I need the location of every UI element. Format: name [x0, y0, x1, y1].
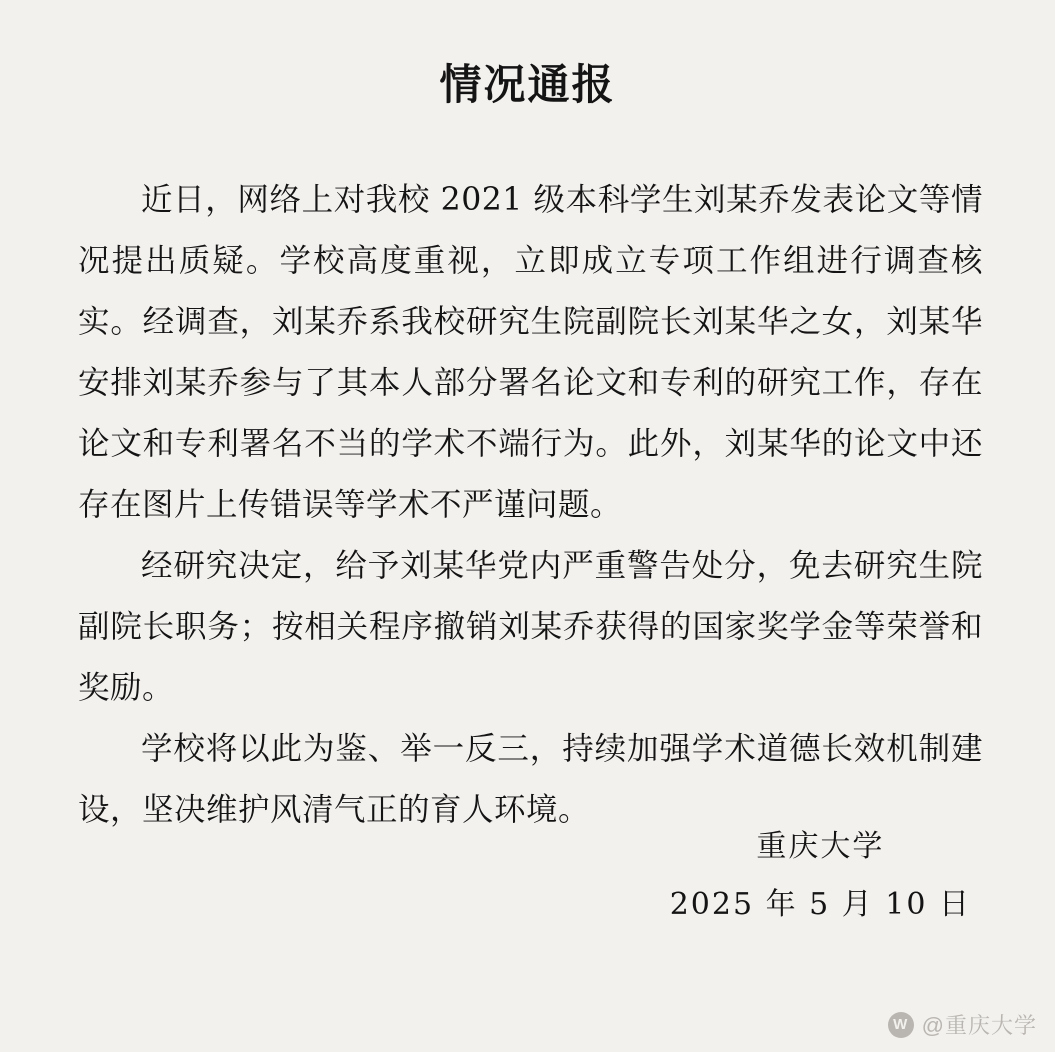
paragraph-1: 近日，网络上对我校 2021 级本科学生刘某乔发表论文等情况提出质疑。学校高度重视，立即成立专项工作组进行调查核实。经调查，刘某乔系我校研究生院副院长刘某华之女，刘某华安排刘某乔参与了其本人部分署名论文和专利的研究工作，存在论文和专利署名不当的学术不端行为。此外，刘某华的论文中还存在图片上传错误等学术不严谨问题。	[78, 182, 983, 523]
paragraph-3: 学校将以此为鉴、举一反三，持续加强学术道德长效机制建设，坚决维护风清气正的育人环境。	[78, 731, 983, 828]
signature-date: 2025 年 5 月 10 日	[669, 887, 971, 922]
watermark-label: @重庆大学	[921, 1013, 1037, 1038]
signature-organization: 重庆大学	[756, 829, 885, 864]
document-body	[0, 170, 1055, 841]
watermark	[888, 1009, 1037, 1040]
paragraph-2: 经研究决定，给予刘某华党内严重警告处分，免去研究生院副院长职务；按相关程序撤销刘某乔获得的国家奖学金等荣誉和奖励。	[78, 548, 983, 706]
signature-block	[670, 818, 971, 934]
weibo-icon: W	[888, 1012, 914, 1038]
page-title: 情况通报	[439, 60, 616, 109]
